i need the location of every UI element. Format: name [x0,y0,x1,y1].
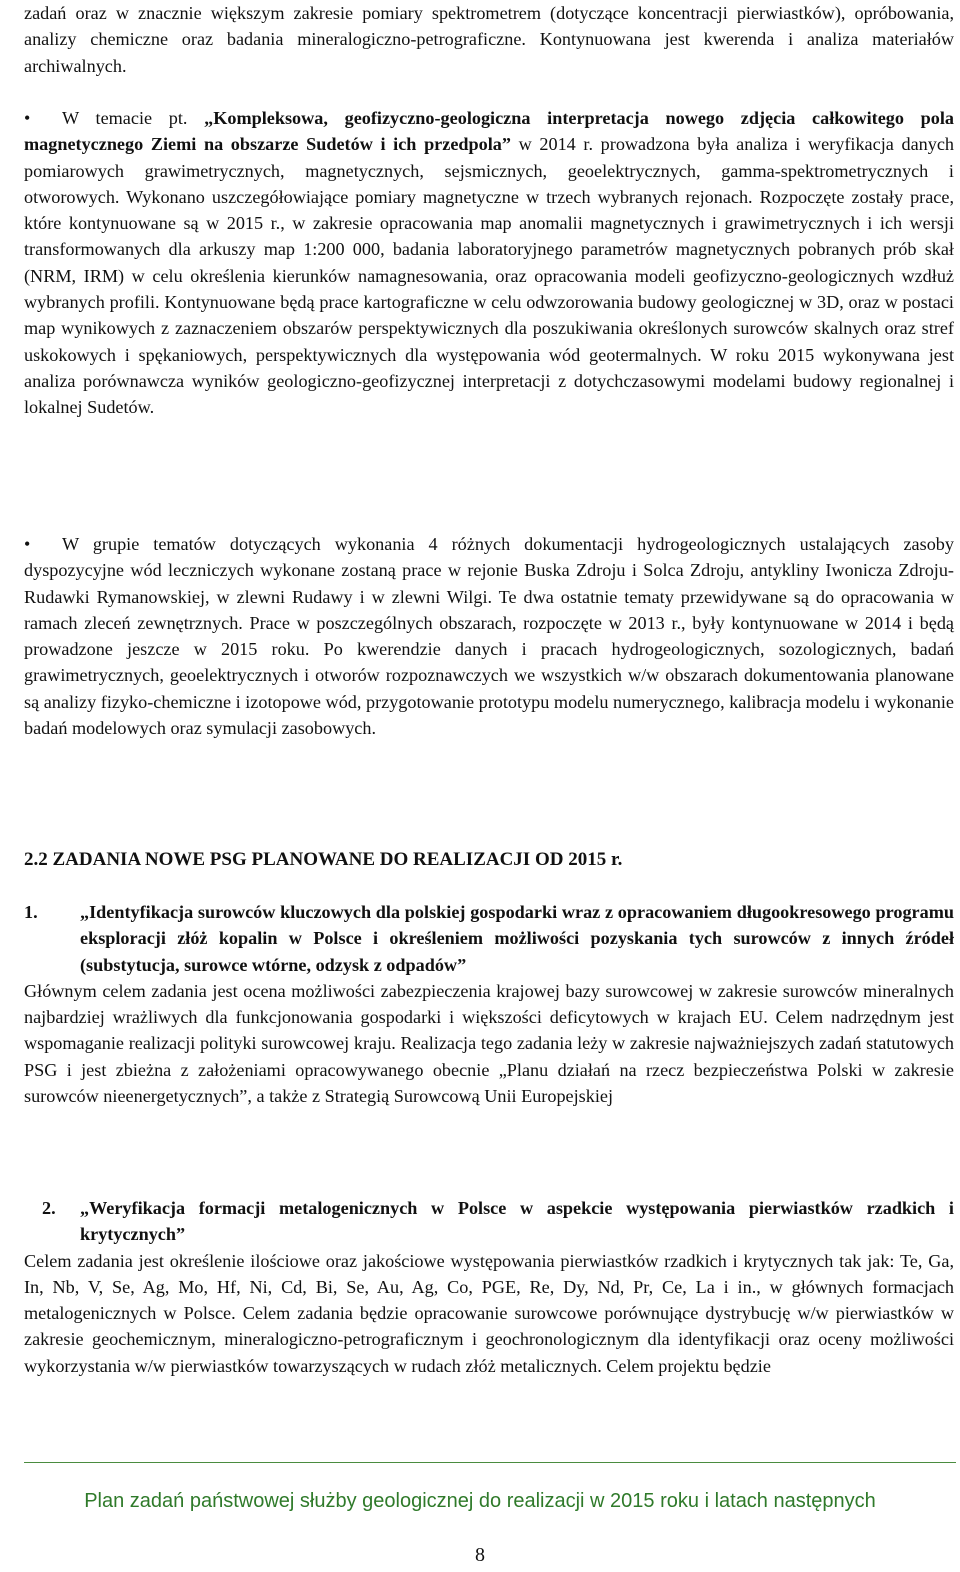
bullet-title: „Kompleksowa, geofizyczno-geologiczna interpretacja nowego zdjęcia całkowitego pola magnetycznego Ziemi na obszarze Sudetów i ich przedpola” [24,108,954,155]
task-2-title: 2. „Weryfikacja formacji metalogenicznych w Polsce w aspekcie występowania pierwiastków rzadkich i krytycznych” [24,1195,954,1248]
bullet-item-magnetic-interpretation [24,105,954,421]
task-1 [24,899,954,1109]
bullet-paragraph: W grupie tematów dotyczących wykonania 4 różnych dokumentacji hydrogeologicznych ustalających zasoby dyspozycyjne wód leczniczych wykonane zostaną prace w rejonie Buska Zdroju i Solca Zdroju, antykliny Iwonicza Zdroju-Rudawki Rymanowskiej, w zlewni Rudawy i w zlewni Wilgi. Te dwa ostatnie tematy przewidywane są do opracowania w ramach zleceń zewnętrznych. Prace w poszczególnych obszarach, rozpoczęte w 2013 r., były kontynuowane w 2014 i będą prowadzone jeszcze w 2015 roku. Po kwerendzie danych i pracach hydrogeologicznych, sozologicznych, badań grawimetrycznych, geoelektrycznych i otworów rozpoznawczych we wszystkich w/w obszarach dokumentowania planowane są analizy fizyko-chemiczne i izotopowe wód, przygotowanie prototypu modelu numerycznego, kalibracja modelu i wykonanie badań modelowych oraz symulacji zasobowych. [24,534,954,739]
section-heading: 2.2 ZADANIA NOWE PSG PLANOWANE DO REALIZACJI OD 2015 r. [24,849,623,870]
task-2 [24,1195,954,1379]
task-2-body: Celem zadania jest określenie ilościowe oraz jakościowe występowania pierwiastków rzadkich i krytycznych tak jak: Te, Ga, In, Nb, V, Se, Ag, Mo, Hf, Ni, Cd, Bi, Se, Au, Ag, Co, PGE, Re, Dy, Nd, Pr, Ce, La i in., w głównych formacjach metalogenicznych w Polsce. Celem zadania będzie opracowanie surowcowe porównujące dystrybucję w/w pierwiastków w zakresie geochemicznym, mineralogiczno-petrograficznym i geochronologicznym dla identyfikacji oraz oceny możliwości wykorzystania w/w pierwiastków towarzyszących w rudach złóż metalicznych. Celem projektu będzie [24,1250,954,1376]
task-2-number: 2. [42,1198,56,1218]
bullet-item-hydrogeology [24,531,954,741]
footer-divider [24,1462,956,1463]
page-number: 8 [475,1544,485,1566]
intro-paragraph: zadań oraz w znacznie większym zakresie pomiary spektrometrem (dotyczące koncentracji pierwiastków), opróbowania, analizy chemiczne oraz badania mineralogiczno-petrograficzne. Kontynuowana jest kwerenda i analiza materiałów archiwalnych. [24,3,954,76]
bullet-icon: • [24,534,31,554]
bullet-paragraph: W temacie pt. „Kompleksowa, geofizyczno-geologiczna interpretacja nowego zdjęcia całkowitego pola magnetycznego Ziemi na obszarze Sudetów i ich przedpola” w 2014 r. prowadzona była analiza i weryfikacja danych pomiarowych grawimetrycznych, magnetycznych, sejsmicznych, geoelektrycznych, gamma-spektrometrycznych i otworowych. Wykonano uszczegółowiające pomiary magnetyczne w trzech wybranych rejonach. Rozpoczęte zostały prace, które kontynuowane są w 2015 r., w zakresie opracowania map anomalii magnetycznych i grawimetrycznych i ich wersji transformowanych dla arkuszy map 1:200 000, badania laboratoryjnego parametrów magnetycznych pobranych prób skał (NRM, IRM) w celu określenia kierunków namagnesowania, oraz opracowania modeli geofizyczno-geologicznych wzdłuż wybranych profili. Kontynuowane będą prace kartograficzne w celu odwzorowania budowy geologicznej w 3D, oraz w postaci map wynikowych z zaznaczeniem obszarów perspektywicznych dla poszukiwania określonych surowców skalnych oraz stref uskokowych i spękaniowych, perspektywicznych dla występowania wód geotermalnych. W roku 2015 wykonywana jest analiza porównawcza wyników geologiczno-geofizycznej interpretacji z dotychczasowymi modelami budowy regionalnej i lokalnej Sudetów. [24,108,954,418]
task-1-body: Głównym celem zadania jest ocena możliwości zabezpieczenia krajowej bazy surowcowej w zakresie surowców mineralnych najbardziej wrażliwych dla funkcjonowania gospodarki i większości deficytowych w krajach EU. Celem nadrzędnym jest wspomaganie realizacji polityki surowcowej kraju. Realizacja tego zadania leży w zakresie najważniejszych zadań statutowych PSG i jest zbieżna z założeniami opracowywanego obecnie „Planu działań na rzecz bezpieczeństwa Polski w zakresie surowców nieenergetycznych”, a także z Strategią Surowcową Unii Europejskiej [24,980,954,1107]
task-1-title: 1. „Identyfikacja surowców kluczowych dla polskiej gospodarki wraz z opracowaniem długookresowego programu eksploracji złóż kopalin w Polsce i określeniem możliwości pozyskania tych surowców z innych źródeł (substytucja, surowce wtórne, odzysk z odpadów” [24,899,954,978]
footer-title: Plan zadań państwowej służby geologicznej do realizacji w 2015 roku i latach następnych [84,1490,876,1512]
bullet-icon: • [24,108,31,128]
task-1-number: 1. [24,902,38,922]
